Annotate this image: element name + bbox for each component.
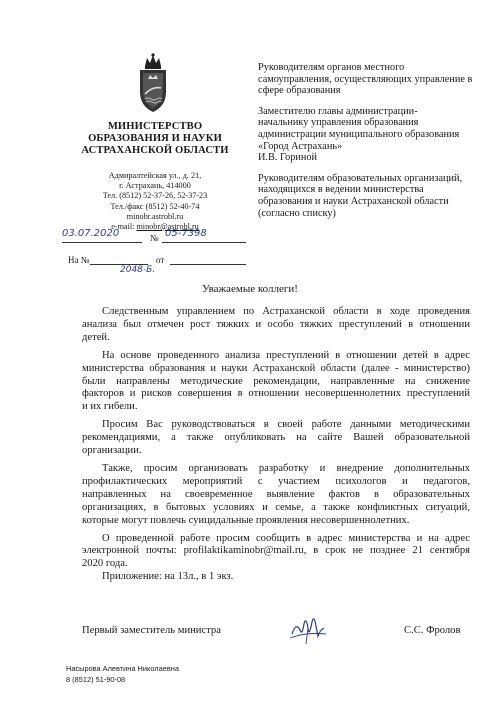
attachment-note: Приложение: на 13л., в 1 экз. <box>102 571 234 582</box>
addressee-line: находящихся в ведении министерства <box>258 184 424 196</box>
body-line: детей. <box>82 331 110 343</box>
addressee-line: Заместителю главы администрации- <box>258 105 418 117</box>
fax-line: Тел./факс (8512) 52-40-74 <box>110 201 200 211</box>
executor-phone: 8 (8512) 51-90-08 <box>66 674 126 684</box>
body-line: Следственным управлением по Астраханской области в ходе проведения <box>102 306 470 317</box>
body-line: электронной почты: profilaktikaminobr@mail.ru, в срок не позднее 21 сентября <box>82 545 470 557</box>
addressee-group <box>258 62 494 97</box>
body-line: которые могут повлечь суицидальные проявления несовершеннолетних. <box>82 514 410 526</box>
paragraph <box>82 533 470 572</box>
addressee-line: Руководителям органов местного <box>258 62 405 73</box>
address-line: Адмиралтейская ул., д. 21, <box>108 171 202 180</box>
email-link[interactable]: minobr@astrobl.ru <box>136 222 199 232</box>
addressee-line: самоуправления, осуществляющих управление в <box>258 73 473 85</box>
addressee-line: Руководителям образовательных организаций, <box>258 172 463 184</box>
body-line: Просим Вас руководствоваться в своей работе данными методическими <box>102 419 470 431</box>
coat-of-arms-emblem <box>131 52 175 114</box>
reply-no-label: На № <box>68 255 90 265</box>
paragraph <box>82 306 470 345</box>
ministry-name <box>60 121 250 157</box>
ministry-contacts <box>60 171 250 232</box>
paragraph <box>82 419 470 458</box>
email-prefix: e-mail: <box>111 222 137 232</box>
body-line: рекомендациями, а также опубликовать на сайте Вашей образовательной <box>82 432 470 444</box>
website-line: minobr.astrobl.ru <box>126 211 184 221</box>
executor-info <box>66 664 179 685</box>
reply-reference-line <box>62 255 252 275</box>
addressee-line: начальнику управления образования <box>258 117 419 129</box>
reply-from-label: от <box>156 255 165 265</box>
body-line: анализа был отмечен рост тяжких и особо тяжких преступлений в отношении <box>82 318 470 330</box>
number-label: № <box>150 233 159 243</box>
body-line: были направлены методические рекомендации, направленные на снижение <box>82 375 470 387</box>
reply-handwritten: 2048-Б. <box>120 265 156 275</box>
registration-line <box>62 228 252 245</box>
body-line: профилактических мероприятий с участием психологов и педагогов, <box>82 475 470 487</box>
body-line: организации. <box>82 445 142 457</box>
paragraph <box>82 463 470 528</box>
body-line: министерства образования и науки Астраханской области (далее - министерство) <box>82 362 470 374</box>
addressee-group <box>258 173 494 219</box>
greeting: Уважаемые коллеги! <box>202 283 298 295</box>
phone-line: Тел. (8512) 52-37-26, 52-37-23 <box>102 191 208 201</box>
body-line: организациях, в бытовых условиях и семье, а также конфликтных ситуаций, <box>82 501 470 513</box>
signatory-name: С.С. Фролов <box>404 625 461 636</box>
letter-body <box>82 306 470 576</box>
addressee-line: И.В. Гориной <box>258 152 318 164</box>
body-line: О проведенной работе просим сообщить в адрес министерства и на адрес <box>102 532 470 544</box>
body-line: Также, просим организовать разработку и внедрение дополнительных <box>102 462 470 474</box>
addressee-line: администрации муниципального образования <box>258 128 460 140</box>
body-line: направленных на своевременное выявление фактов в образовательных <box>82 488 470 500</box>
body-line: и их гибели. <box>82 401 138 413</box>
paragraph <box>82 350 470 415</box>
addressee-line: сфере образования <box>258 85 341 97</box>
addressee-group <box>258 106 494 164</box>
body-line: факторов и рисков совершения в отношении несовершеннолетних преступлений <box>82 388 470 400</box>
addressee-line: (согласно списку) <box>258 207 336 219</box>
handwritten-signature <box>286 612 330 646</box>
executor-name: Насырова Алевтина Николаевна <box>66 664 179 673</box>
registration-date: 03.07.2020 <box>62 228 120 239</box>
ministry-name-line: АСТРАХАНСКОЙ ОБЛАСТИ <box>81 145 229 156</box>
registration-number: 05-7398 <box>165 228 207 239</box>
body-line: 2020 года. <box>82 558 128 570</box>
addressee-line: «Город Астрахань» <box>258 140 343 152</box>
addressees-block <box>258 62 494 228</box>
city-line: г. Астрахань, 414000 <box>119 181 191 191</box>
body-line: На основе проведенного анализа преступлений в отношении детей в адрес <box>102 349 470 361</box>
ministry-name-line: МИНИСТЕРСТВО <box>107 121 203 132</box>
signatory-position: Первый заместитель министра <box>82 625 221 636</box>
ministry-name-line: ОБРАЗОВАНИЯ И НАУКИ <box>88 133 222 144</box>
addressee-line: образования и науки Астраханской области <box>258 195 449 207</box>
